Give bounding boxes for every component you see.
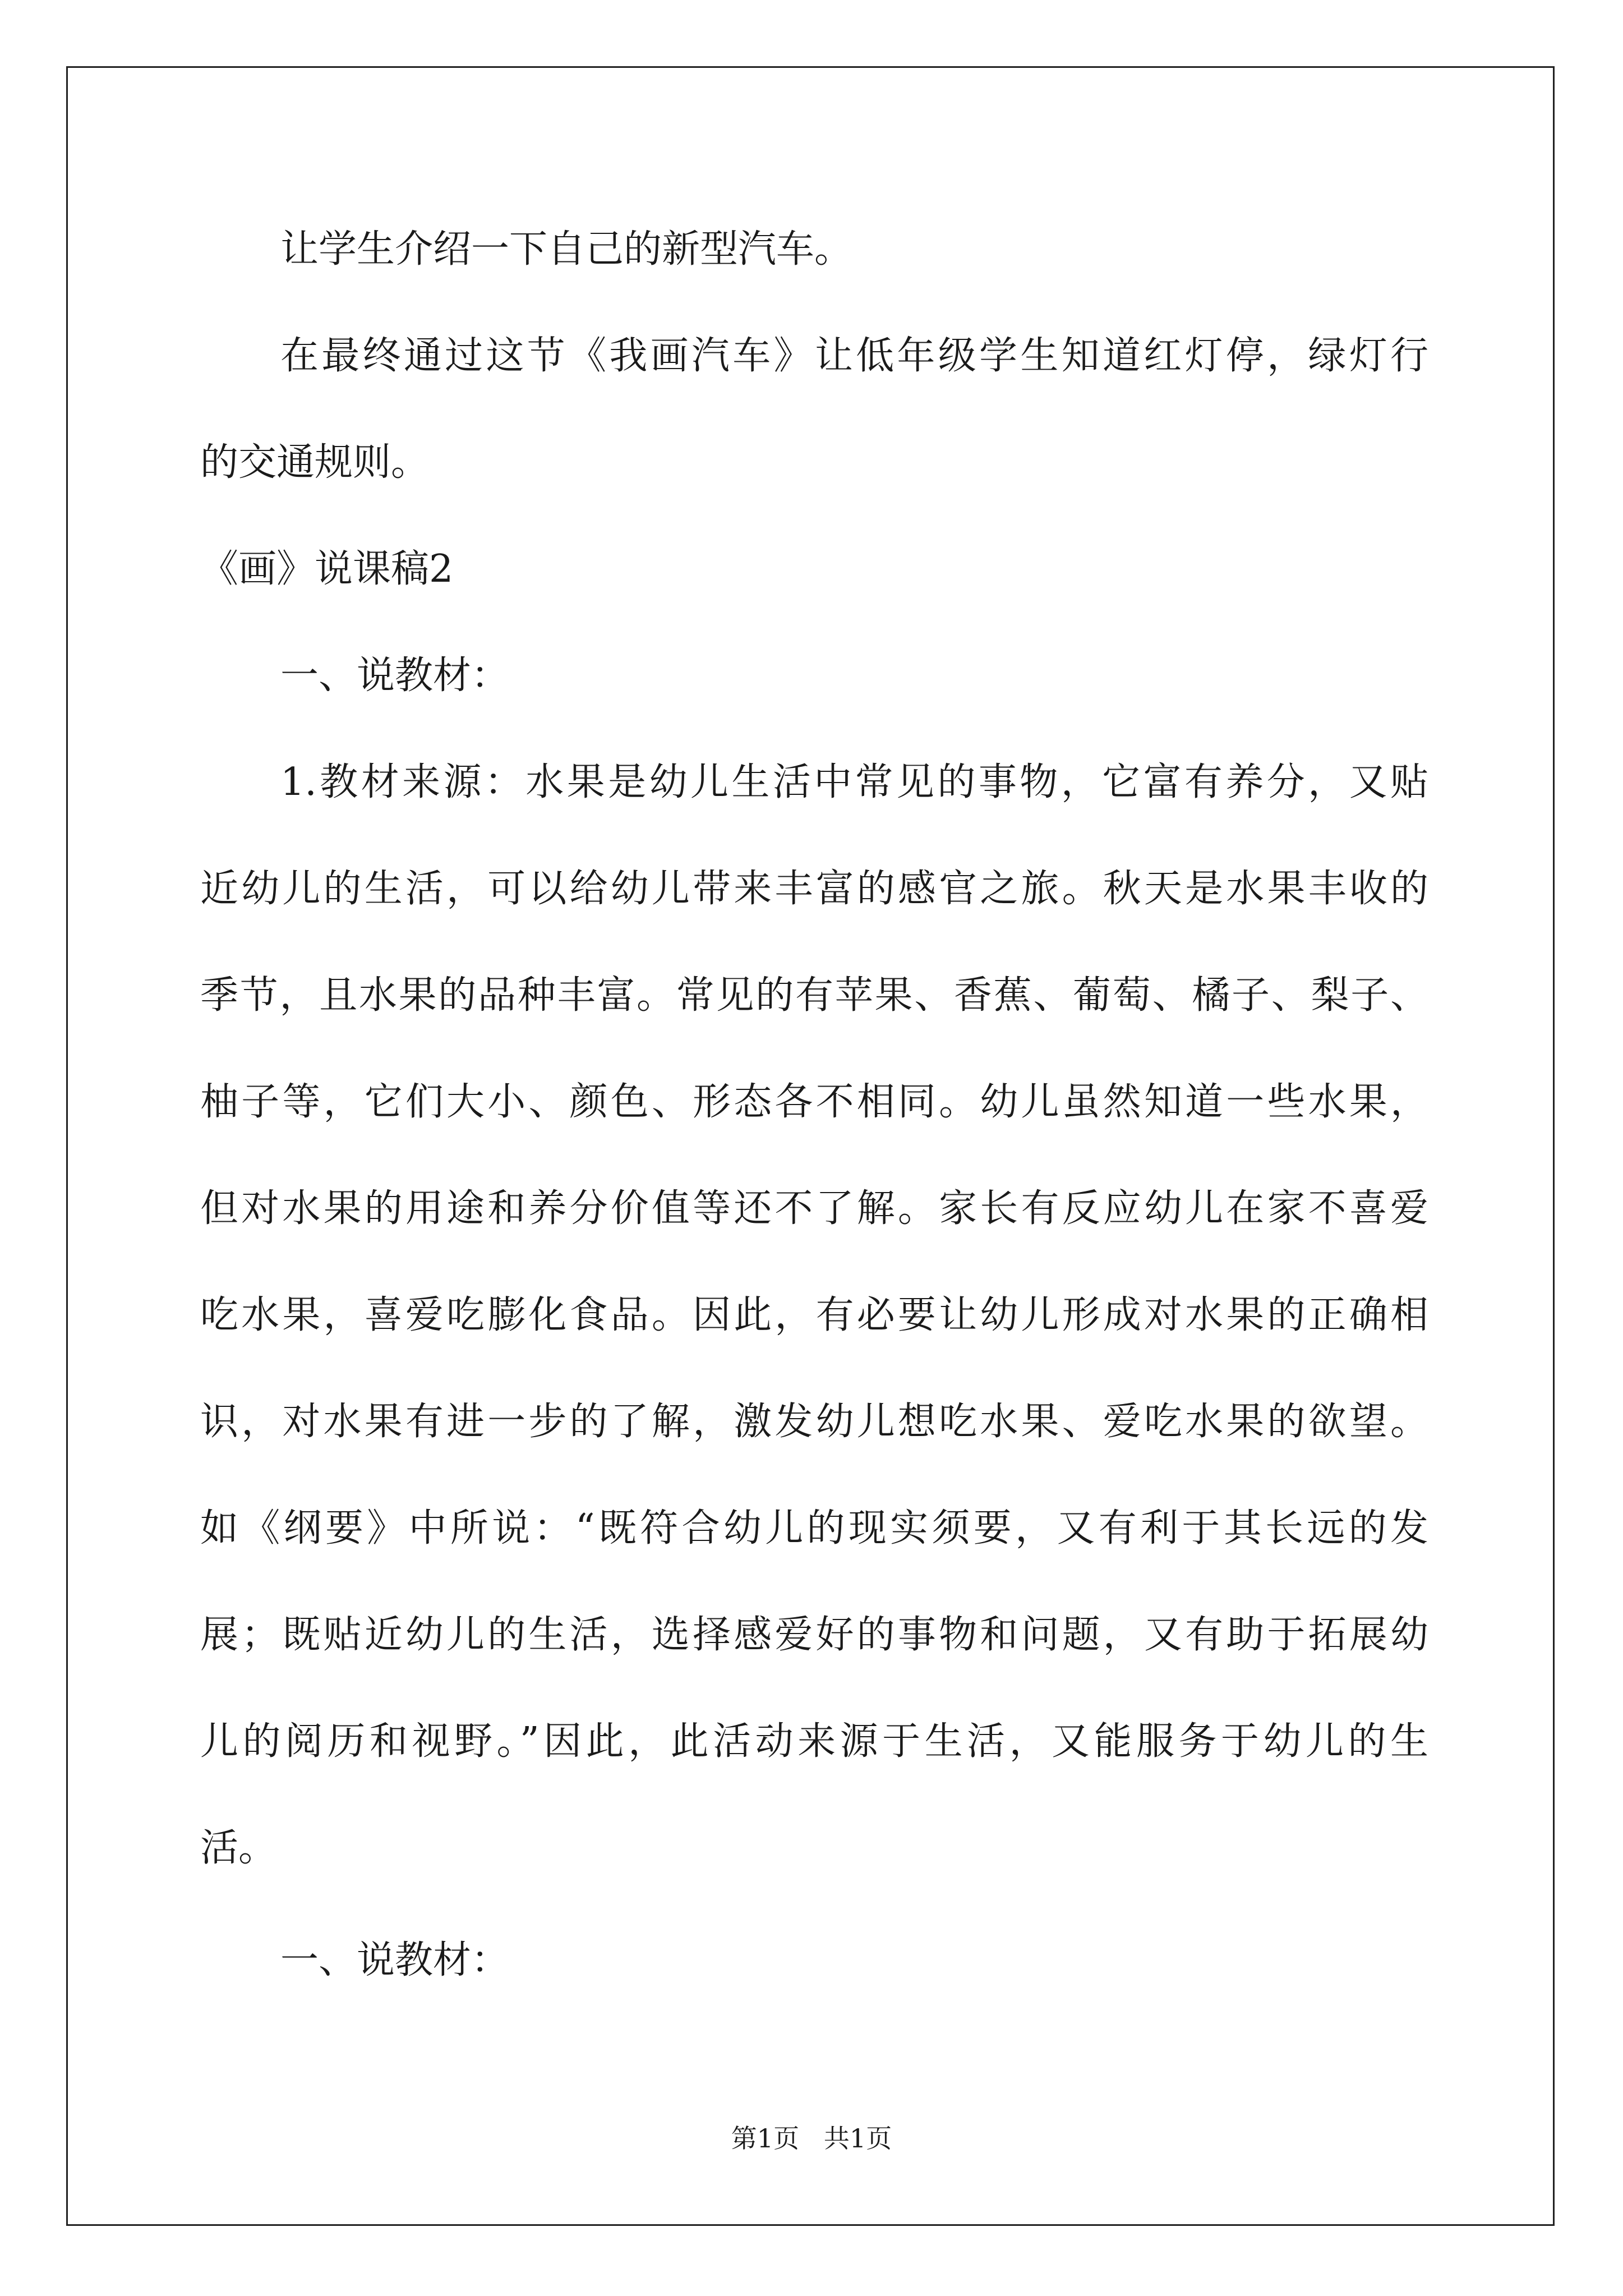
paragraph-line: 一、说教材： — [280, 654, 510, 698]
paragraph-line: 在最终通过这节《我画汽车》让低年级学生知道红灯停，绿灯行 — [280, 334, 1428, 378]
paragraph-line: 但对水果的用途和养分价值等还不了解。家长有反应幼儿在家不喜爱 — [200, 1186, 1428, 1231]
section-heading: 《画》说课稿2 — [200, 547, 454, 591]
paragraph-line: 1.教材来源：水果是幼儿生活中常见的事物，它富有养分，又贴 — [280, 760, 1428, 804]
page-footer: 第1页 共1页 — [731, 2123, 892, 2154]
paragraph-line: 柚子等，它们大小、颜色、形态各不相同。幼儿虽然知道一些水果， — [200, 1080, 1428, 1124]
paragraph-line: 让学生介绍一下自己的新型汽车。 — [280, 227, 853, 272]
paragraph-line: 的交通规则。 — [200, 440, 430, 485]
paragraph-line: 展；既贴近幼儿的生活，选择感爱好的事物和问题，又有助于拓展幼 — [200, 1613, 1428, 1657]
paragraph-line: 如《纲要》中所说：“既符合幼儿的现实须要，又有利于其长远的发 — [200, 1506, 1428, 1550]
page-border — [66, 66, 1555, 2226]
paragraph-line: 识，对水果有进一步的了解，激发幼儿想吃水果、爱吃水果的欲望。 — [200, 1400, 1428, 1444]
paragraph-line: 儿的阅历和视野。”因此，此活动来源于生活，又能服务于幼儿的生 — [200, 1719, 1428, 1764]
paragraph-line: 吃水果，喜爱吃膨化食品。因此，有必要让幼儿形成对水果的正确相 — [200, 1293, 1428, 1337]
paragraph-line: 一、说教材： — [280, 1938, 510, 1982]
paragraph-line: 近幼儿的生活，可以给幼儿带来丰富的感官之旅。秋天是水果丰收的 — [200, 867, 1428, 911]
paragraph-line: 季节，且水果的品种丰富。常见的有苹果、香蕉、葡萄、橘子、梨子、 — [200, 973, 1428, 1018]
paragraph-line: 活。 — [200, 1826, 277, 1870]
